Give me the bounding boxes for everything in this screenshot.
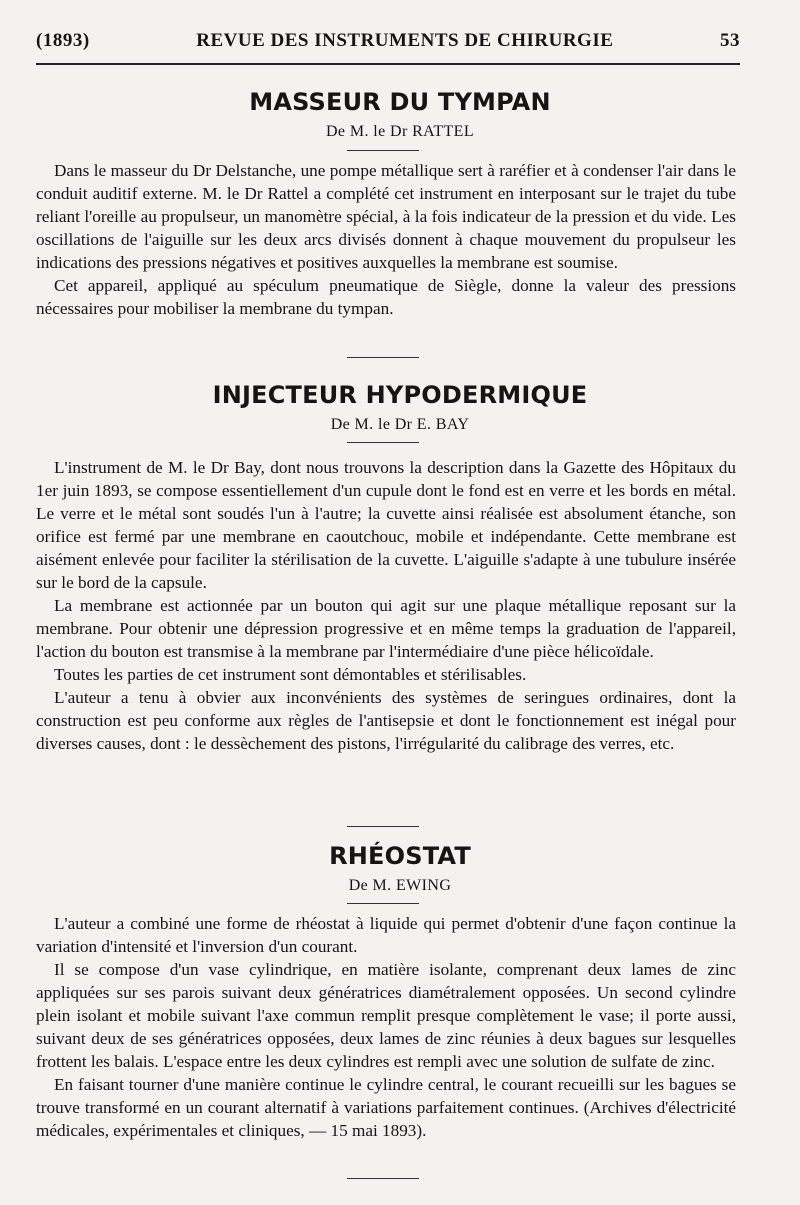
paragraph: Cet appareil, appliqué au spéculum pneumatique de Siègle, donne la valeur des pressions nécessaires pour mobiliser la membrane du tympan. <box>36 276 736 318</box>
paragraph: En faisant tourner d'une manière continue le cylindre central, le courant recueilli sur les bagues se trouve transformé en un courant alternatif à variations parfaitement continues. (Archives d'électricité médicales, expérimentales et cliniques, — 15 mai 1893). <box>36 1075 736 1140</box>
paragraph: L'instrument de M. le Dr Bay, dont nous trouvons la description dans la Gazette des Hôpitaux du 1er juin 1893, se compose essentiellement d'un cupule dont le fond est en verre et les bords en métal. Le verre et le métal sont soudés l'un à l'autre; la cuvette ainsi réalisée est absolument étanche, son orifice est fermé par une membrane en caoutchouc, mobile et indépendante. Cette membrane est aisément enlevée pour faciliter la stérilisation de la cuvette. L'aiguille s'adapte à une tubulure insérée sur le bord de la capsule. <box>36 458 736 592</box>
running-header <box>36 26 740 56</box>
paragraph: Il se compose d'un vase cylindrique, en matière isolante, comprenant deux lames de zinc appliquées sur ses parois suivant deux génératrices diamétralement opposées. Un second cylindre plein isolant et mobile suivant l'axe commun remplit presque complètement le vase; il porte aussi, suivant deux de ses génératrices opposées, deux lames de zinc réunies à deux bagues sur lesquelles frottent les balais. L'espace entre les deux cylindres est rempli avec une solution de sulfate de zinc. <box>36 960 736 1071</box>
section-rule <box>347 1178 419 1179</box>
section-byline-injecteur: De M. le Dr E. BAY <box>330 416 470 433</box>
header-page-number: 53 <box>719 30 740 51</box>
paragraph: L'auteur a combiné une forme de rhéostat à liquide qui permet d'obtenir d'une façon continue la variation d'intensité et l'inversion d'un courant. <box>36 914 736 956</box>
section-rule <box>347 903 419 904</box>
section-byline-masseur: De M. le Dr RATTEL <box>325 123 475 140</box>
section-byline-rheostat: De M. EWING <box>348 877 452 894</box>
section-rule <box>347 826 419 827</box>
section-body-injecteur <box>36 456 736 755</box>
section-title-masseur: MASSEUR DU TYMPAN <box>249 88 551 116</box>
section-body-rheostat <box>36 912 736 1142</box>
paragraph: La membrane est actionnée par un bouton qui agit sur une plaque métallique reposant sur la membrane. Pour obtenir une dépression progressive et en même temps la graduation de l'appareil, l'action du bouton est transmise à la membrane par l'intermédiaire d'une pièce hélicoïdale. <box>36 596 736 661</box>
section-rule <box>347 150 419 151</box>
header-year: (1893) <box>36 30 90 51</box>
paragraph: Dans le masseur du Dr Delstanche, une pompe métallique sert à raréfier et à condenser l'air dans le conduit auditif externe. M. le Dr Rattel a complété cet instrument en interposant sur le trajet du tube reliant l'oreille au propulseur, un manomètre spécial, à la fois indicateur de la pression et du vide. Les oscillations de l'aiguille sur les deux arcs divisés donnent à chaque mouvement du propulseur les indications des pressions négatives et positives auxquelles la membrane est soumise. <box>36 161 736 272</box>
paragraph: L'auteur a tenu à obvier aux inconvénients des systèmes de seringues ordinaires, dont la construction est peu conforme aux règles de l'antisepsie et dont le fonctionnement est inégal pour diverses causes, dont : le dessèchement des pistons, l'irrégularité du calibrage des verres, etc. <box>36 688 736 753</box>
paragraph: Toutes les parties de cet instrument sont démontables et stérilisables. <box>54 665 527 684</box>
section-body-masseur <box>36 159 736 320</box>
section-title-rheostat: RHÉOSTAT <box>329 842 471 870</box>
header-rule <box>36 63 740 65</box>
section-rule <box>347 442 419 443</box>
section-title-injecteur: INJECTEUR HYPODERMIQUE <box>212 381 588 409</box>
header-journal-title: REVUE DES INSTRUMENTS DE CHIRURGIE <box>196 30 614 51</box>
section-rule <box>347 357 419 358</box>
